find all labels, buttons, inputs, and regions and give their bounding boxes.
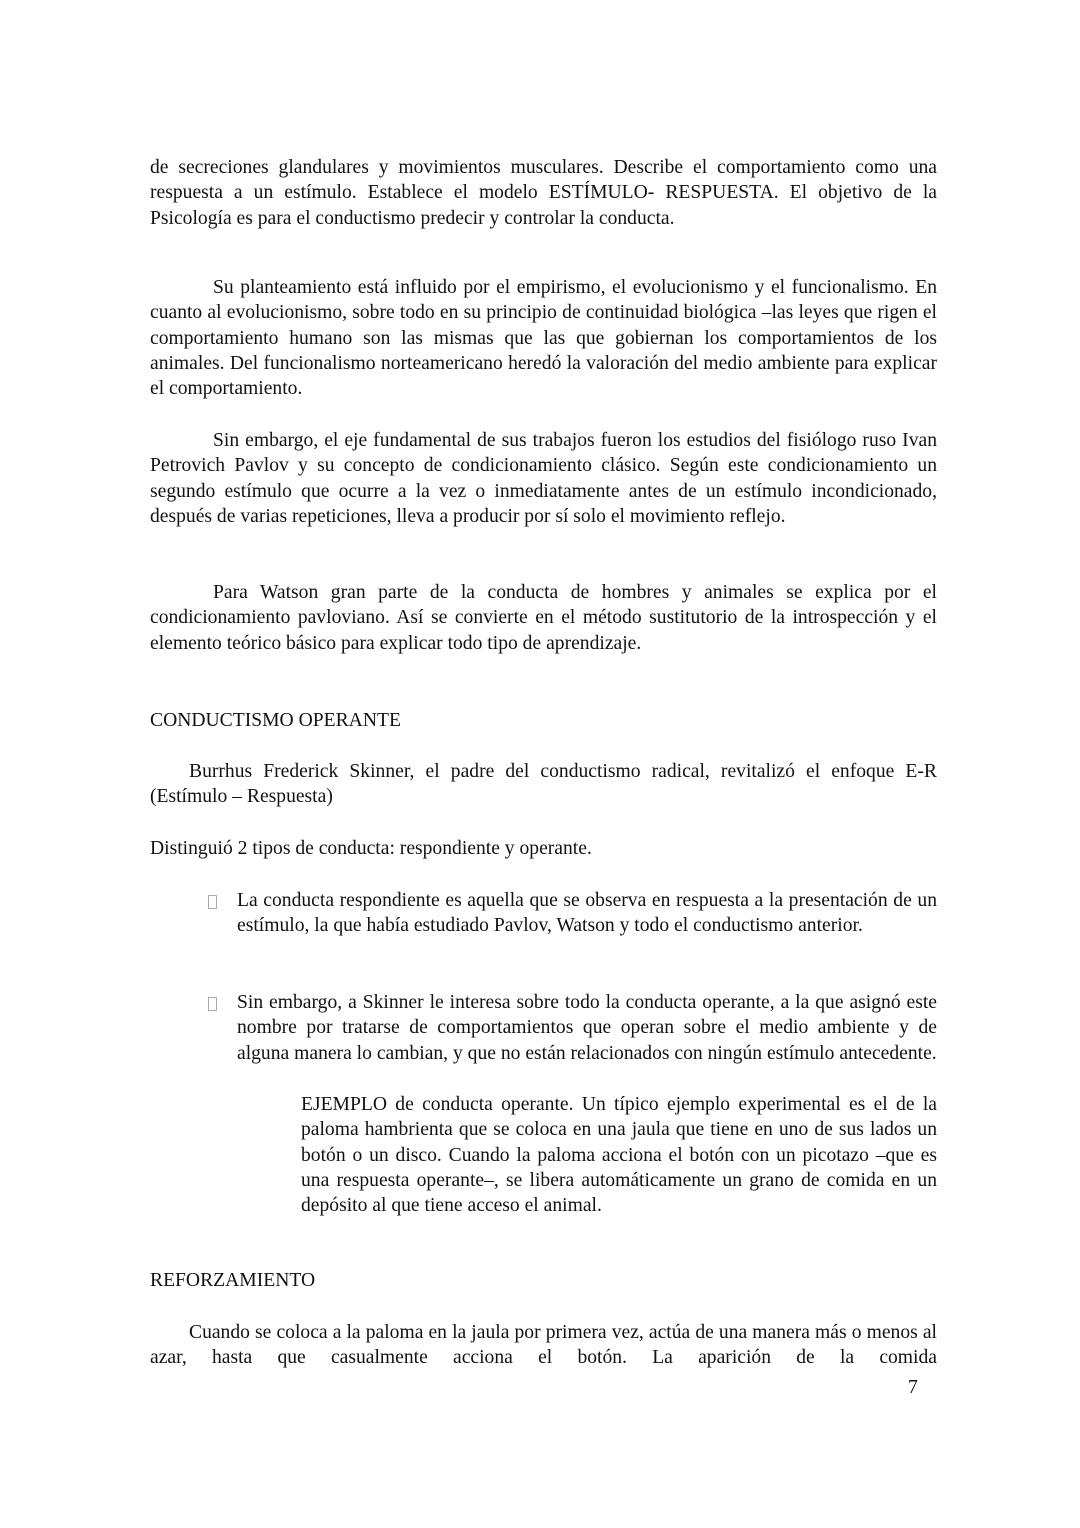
bullet-marker-icon <box>208 997 217 1011</box>
paragraph-skinner: Burrhus Frederick Skinner, el padre del conductismo radical, revitalizó el enfoque E-R (Estímulo – Respuesta) <box>150 761 937 808</box>
bullet-item-respondiente <box>237 888 937 939</box>
bullet-marker-icon <box>208 895 217 909</box>
paragraph-watson: Para Watson gran parte de la conducta de hombres y animales se explica por el condicionamiento pavloviano. Así se convierte en el método sustitutorio de la introspección y el elemento teórico básico para explicar todo tipo de aprendizaje. <box>150 582 937 654</box>
paragraph-influences: Su planteamiento está influido por el empirismo, el evolucionismo y el funcionalismo. En cuanto al evolucionismo, sobre todo en su principio de continuidad biológica –las leyes que rigen el comportamiento humano son las mismas que las que gobiernan los comportamientos de los animales. Del funcionalismo norteamericano heredó la valoración del medio ambiente para explicar el comportamiento. <box>150 277 937 400</box>
paragraph-reforzamiento: Cuando se coloca a la paloma en la jaula por primera vez, actúa de una manera más o menos al azar, hasta que casualmente acciona el botón. La aparición de la comida <box>150 1322 937 1369</box>
paragraph-pavlov: Sin embargo, el eje fundamental de sus trabajos fueron los estudios del fisiólogo ruso Ivan Petrovich Pavlov y su concepto de condicionamiento clásico. Según este condicionamiento un segundo estímulo que ocurre a la vez o inmediatamente antes de un estímulo incondicionado, después de varias repeticiones, lleva a producir por sí solo el movimiento reflejo. <box>150 430 937 527</box>
bullet-item-operante <box>237 990 937 1066</box>
example-paragraph: EJEMPLO de conducta operante. Un típico ejemplo experimental es el de la paloma hambrienta que se coloca en una jaula que tiene en uno de sus lados un botón o un disco. Cuando la paloma acciona el botón con un picotazo –que es una respuesta operante–, se libera automáticamente un grano de comida en un depósito al que tiene acceso el animal. <box>301 1094 937 1217</box>
bullet-text: La conducta respondiente es aquella que se observa en respuesta a la presentación de un estímulo, la que había estudiado Pavlov, Watson y todo el conductismo anterior. <box>237 890 937 937</box>
heading-reforzamiento: REFORZAMIENTO <box>150 1270 316 1291</box>
heading-conductismo-operante: CONDUCTISMO OPERANTE <box>150 710 401 731</box>
paragraph-intro-continuation: de secreciones glandulares y movimientos musculares. Describe el comportamiento como una respuesta a un estímulo. Establece el modelo ESTÍMULO- RESPUESTA. El objetivo de la Psicología es para el conductismo predecir y controlar la conducta. <box>150 157 937 229</box>
page-number: 7 <box>908 1377 918 1398</box>
paragraph-two-types: Distinguió 2 tipos de conducta: respondiente y operante. <box>150 838 592 859</box>
bullet-text: Sin embargo, a Skinner le interesa sobre todo la conducta operante, a la que asignó este nombre por tratarse de comportamientos que operan sobre el medio ambiente y de alguna manera lo cambian, y que no están relacionados con ningún estímulo antecedente. <box>237 992 937 1064</box>
